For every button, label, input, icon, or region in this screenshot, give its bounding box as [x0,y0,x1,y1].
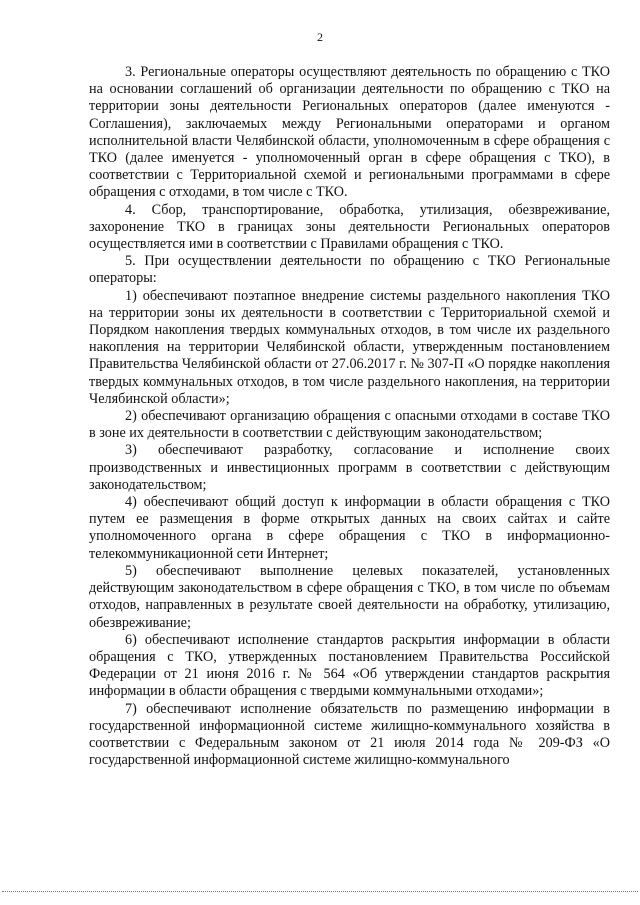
body-text [89,64,610,769]
list-item-4: 4) обеспечивают общий доступ к информации в области обращения с ТКО путем ее размещения в форме открытых данных на своих сайтах и сайте уполномоченного органа в сфере обращения с ТКО в информационно-телекоммуникационной сети Интернет; [89,494,610,562]
paragraph-4: 4. Сбор, транспортирование, обработка, утилизация, обезвреживание, захоронение ТКО в границах зоны деятельности Региональных операторов осуществляется ими в соответствии с Правилами обращения с ТКО. [89,201,610,253]
list-item-5: 5) обеспечивают выполнение целевых показателей, установленных действующим законодательством в сфере обращения с ТКО, в том числе по объемам отходов, направленных в результате своей деятельности на обработку, утилизацию, обезвреживание; [89,562,610,631]
page-number: 2 [317,30,323,44]
list-item-7: 7) обеспечивают исполнение обязательств по размещению информации в государственной информационной системе жилищно-коммунального хозяйства в соответствии с Федеральным законом от 21 июля 2014 года № 209-ФЗ «О государственной информационной системе жилищно-коммунального [89,700,610,769]
list-item-3: 3) обеспечивают разработку, согласование и исполнение своих производственных и инвестиционных программ в соответствии с действующим законодательством; [89,442,610,493]
list-item-2: 2) обеспечивают организацию обращения с опасными отходами в составе ТКО в зоне их деятельности в соответствии с действующим законодательством; [89,408,610,442]
paragraph-5: 5. При осуществлении деятельности по обращению с ТКО Региональные операторы: [89,253,610,287]
list-item-1: 1) обеспечивают поэтапное внедрение системы раздельного накопления ТКО на территории зоны их деятельности в соответствии с Территориальной схемой и Порядком накопления твердых коммунальных отходов, в том числе их раздельного накопления на территории Челябинской области, утвержденным постановлением Правительства Челябинской области от 27.06.2017 г. № 307-П «О порядке накопления твердых коммунальных отходов, в том числе раздельного накопления, на территории Челябинской области»; [89,287,610,407]
paragraph-3: 3. Региональные операторы осуществляют деятельность по обращению с ТКО на основании соглашений об организации деятельности по обращению с ТКО на территории зоны деятельности Региональных операторов (далее именуются - Соглашения), заключаемых между Региональными операторами и органом исполнительной власти Челябинской области, уполномоченным в сфере обращения с ТКО (далее именуется - уполномоченный орган в сфере обращения с ТКО), в соответствии с Территориальной схемой и региональными программами в сфере обращения с отходами, в том числе с ТКО. [89,64,610,201]
bottom-divider [2,891,638,892]
list-item-6: 6) обеспечивают исполнение стандартов раскрытия информации в области обращения с ТКО, утвержденных постановлением Правительства Российской Федерации от 21 июня 2016 г. № 564 «Об утверждении стандартов раскрытия информации в области обращения с твердыми коммунальными отходами»; [89,631,610,700]
